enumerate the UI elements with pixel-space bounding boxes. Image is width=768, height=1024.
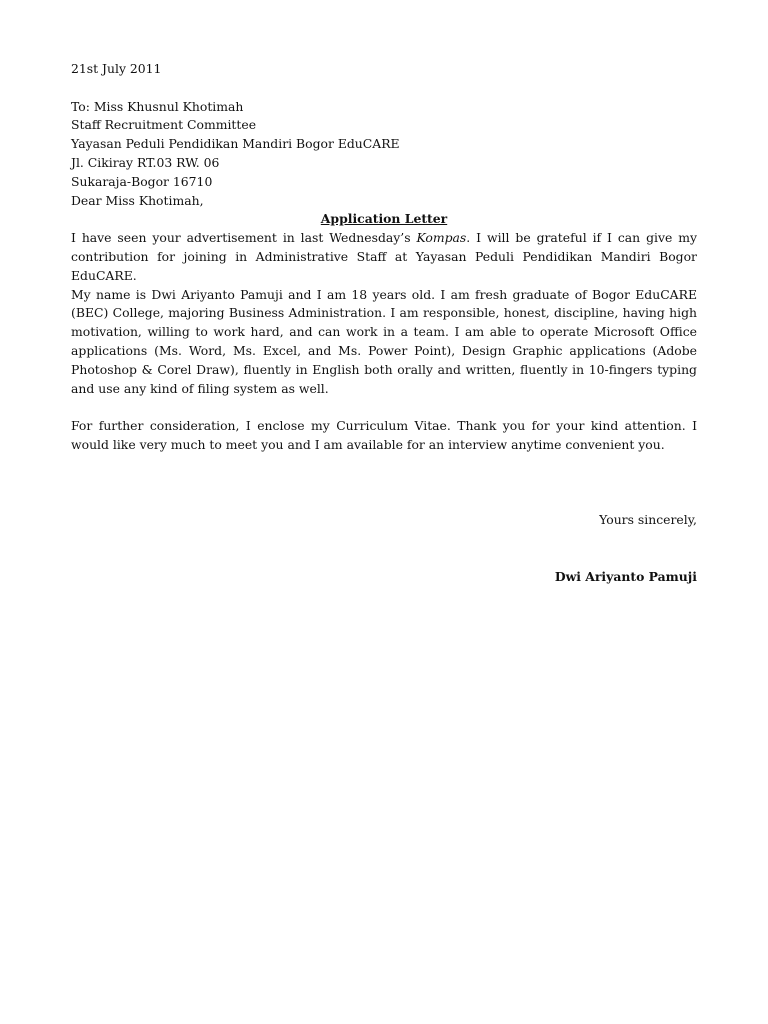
letter-title: Application Letter xyxy=(320,211,448,227)
paragraph-intro-start: I have seen your advertisement in last Wednesday’s xyxy=(71,230,417,246)
recipient-department: Staff Recruitment Committee xyxy=(71,117,257,133)
paragraph-closing: For further consideration, I enclose my Curriculum Vitae. Thank you for your kind attention. I would like very much to meet you and I am available for an interview anytime convenient you. xyxy=(71,418,697,452)
letter-page xyxy=(71,60,697,586)
spacer xyxy=(71,530,697,549)
spacer xyxy=(71,398,697,417)
letter-title-row xyxy=(71,210,697,229)
spacer xyxy=(71,79,697,98)
spacer xyxy=(71,549,697,568)
recipient-name: To: Miss Khusnul Khotimah xyxy=(71,98,244,114)
recipient-block xyxy=(71,98,697,192)
letter-date: 21st July 2011 xyxy=(71,61,162,76)
paragraph-intro xyxy=(71,229,697,285)
sender-name: Dwi Ariyanto Pamuji xyxy=(554,568,697,584)
spacer xyxy=(71,492,697,511)
newspaper-name: Kompas xyxy=(416,230,467,246)
paragraph-intro-end: . I will be grateful if I can give my contribution for joining in Administrative Staff at Yayasan Peduli Pendidikan Mandiri Bogor EduCARE. xyxy=(71,230,697,283)
recipient-city: Sukaraja-Bogor 16710 xyxy=(71,173,213,189)
spacer xyxy=(71,455,697,474)
spacer xyxy=(71,474,697,493)
paragraph-profile: My name is Dwi Ariyanto Pamuji and I am 18 years old. I am fresh graduate of Bogor EduCARE (BEC) College, majoring Business Administration. I am responsible, honest, discipline, having high motivation, willing to work hard, and can work in a team. I am able to operate Microsoft Office applications (Ms. Word, Ms. Excel, and Ms. Power Point), Design Graphic applications (Adobe Photoshop & Corel Draw), fluently in English both orally and written, fluently in 10-fingers typing and use any kind of filing system as well. xyxy=(71,286,697,396)
salutation: Dear Miss Khotimah, xyxy=(71,192,204,208)
recipient-street: Jl. Cikiray RT.03 RW. 06 xyxy=(71,154,220,170)
complimentary-close: Yours sincerely, xyxy=(599,512,697,528)
recipient-organization: Yayasan Peduli Pendidikan Mandiri Bogor EduCARE xyxy=(71,136,400,152)
